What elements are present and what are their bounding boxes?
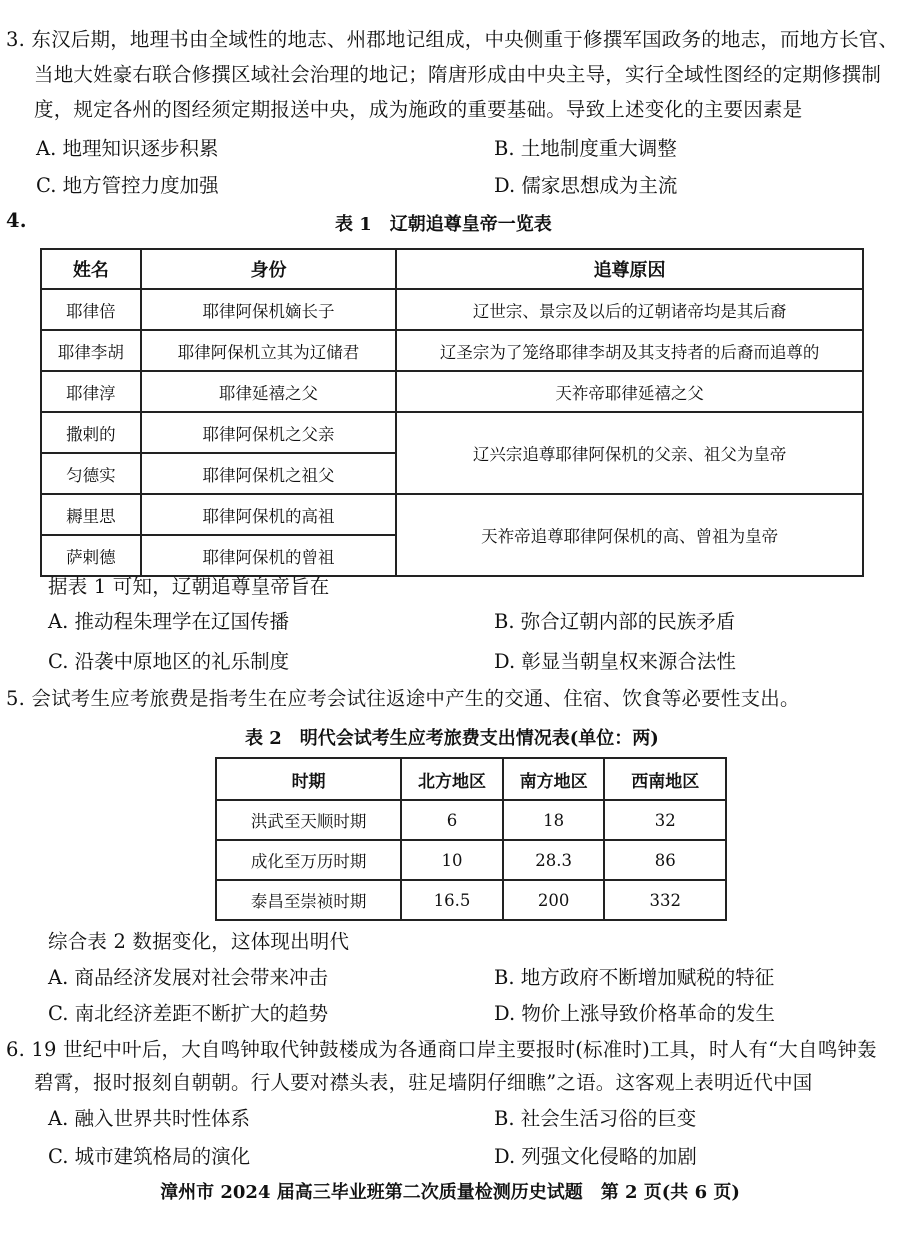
q3-option-b[interactable]: B. 土地制度重大调整	[494, 137, 677, 160]
table2-cell-south: 200	[503, 880, 605, 920]
table2-cell-north: 10	[401, 840, 503, 880]
table-row	[41, 371, 863, 412]
q5-option-b[interactable]: B. 地方政府不断增加赋税的特征	[494, 966, 775, 989]
table1	[40, 248, 864, 577]
table1-cell-identity: 耶律阿保机之祖父	[141, 453, 396, 494]
q5-option-d[interactable]: D. 物价上涨导致价格革命的发生	[494, 1002, 775, 1025]
table2-cell-period: 泰昌至崇祯时期	[216, 880, 401, 920]
q4-option-d[interactable]: D. 彰显当朝皇权来源合法性	[494, 650, 736, 673]
q3-option-a[interactable]: A. 地理知识逐步积累	[36, 137, 219, 160]
q3-line-1: 3. 东汉后期，地理书由全域性的地志、州郡地记组成，中央侧重于修撰军国政务的地志，而地方长官、	[6, 28, 899, 51]
table2-cell-period: 成化至万历时期	[216, 840, 401, 880]
table-row	[41, 289, 863, 330]
table2	[215, 757, 727, 921]
table1-cell-identity: 耶律阿保机的高祖	[141, 494, 396, 535]
table1-cell-identity: 耶律阿保机嫡长子	[141, 289, 396, 330]
q5-intro: 5. 会试考生应考旅费是指考生在应考会试往返途中产生的交通、住宿、饮食等必要性支出。	[6, 687, 800, 710]
table2-header-south: 南方地区	[503, 758, 605, 800]
q5-option-c[interactable]: C. 南北经济差距不断扩大的趋势	[48, 1002, 329, 1025]
table1-cell-reason: 辽圣宗为了笼络耶律李胡及其支持者的后裔而追尊的	[396, 330, 863, 371]
q6-option-b[interactable]: B. 社会生活习俗的巨变	[494, 1107, 697, 1130]
table1-cell-identity: 耶律阿保机立其为辽储君	[141, 330, 396, 371]
table1-cell-name: 萨剌德	[41, 535, 141, 576]
table-row	[41, 412, 863, 453]
table2-cell-southwest: 32	[604, 800, 726, 840]
table1-header-row	[41, 249, 863, 289]
table2-cell-period: 洪武至天顺时期	[216, 800, 401, 840]
table2-header-southwest: 西南地区	[604, 758, 726, 800]
q6-line-2: 碧霄，报时报刻自朝朝。行人要对襟头表，驻足墙阴仔细瞧”之语。这客观上表明近代中国	[34, 1071, 813, 1094]
table1-cell-name: 耨里思	[41, 494, 141, 535]
table-row	[41, 494, 863, 535]
table2-header-period: 时期	[216, 758, 401, 800]
q4-option-a[interactable]: A. 推动程朱理学在辽国传播	[48, 610, 289, 633]
table-row	[41, 330, 863, 371]
table2-header-north: 北方地区	[401, 758, 503, 800]
table1-cell-identity: 耶律延禧之父	[141, 371, 396, 412]
q6-option-a[interactable]: A. 融入世界共时性体系	[48, 1107, 250, 1130]
table1-cell-name: 撒剌的	[41, 412, 141, 453]
table2-cell-southwest: 332	[604, 880, 726, 920]
table1-cell-name: 耶律淳	[41, 371, 141, 412]
table1-cell-name: 耶律倍	[41, 289, 141, 330]
table2-cell-north: 6	[401, 800, 503, 840]
table1-cell-reason: 辽世宗、景宗及以后的辽朝诸帝均是其后裔	[396, 289, 863, 330]
q4-stem: 据表 1 可知，辽朝追尊皇帝旨在	[48, 575, 330, 598]
table2-header-row	[216, 758, 726, 800]
table2-cell-south: 28.3	[503, 840, 605, 880]
q6-option-c[interactable]: C. 城市建筑格局的演化	[48, 1145, 251, 1168]
table2-cell-southwest: 86	[604, 840, 726, 880]
table1-header-identity: 身份	[141, 249, 396, 289]
table-row	[216, 800, 726, 840]
table-row	[216, 840, 726, 880]
q4-option-b[interactable]: B. 弥合辽朝内部的民族矛盾	[494, 610, 736, 633]
table1-cell-identity: 耶律阿保机之父亲	[141, 412, 396, 453]
q3-option-c[interactable]: C. 地方管控力度加强	[36, 174, 219, 197]
q4-number: 4.	[6, 209, 27, 232]
q3-option-d[interactable]: D. 儒家思想成为主流	[494, 174, 678, 197]
table1-cell-reason: 辽兴宗追尊耶律阿保机的父亲、祖父为皇帝	[396, 412, 863, 494]
q5-option-a[interactable]: A. 商品经济发展对社会带来冲击	[48, 966, 328, 989]
q6-option-d[interactable]: D. 列强文化侵略的加剧	[494, 1145, 697, 1168]
table1-header-reason: 追尊原因	[396, 249, 863, 289]
table2-cell-south: 18	[503, 800, 605, 840]
table1-cell-reason: 天祚帝追尊耶律阿保机的高、曾祖为皇帝	[396, 494, 863, 576]
q3-line-3: 度，规定各州的图经须定期报送中央，成为施政的重要基础。导致上述变化的主要因素是	[34, 98, 803, 121]
table2-caption: 表 2 明代会试考生应考旅费支出情况表(单位：两)	[245, 728, 659, 749]
table1-header-name: 姓名	[41, 249, 141, 289]
q6-line-1: 6. 19 世纪中叶后，大自鸣钟取代钟鼓楼成为各通商口岸主要报时(标准时)工具，时人有“大自鸣钟轰	[6, 1038, 877, 1061]
table2-cell-north: 16.5	[401, 880, 503, 920]
q5-stem: 综合表 2 数据变化，这体现出明代	[48, 930, 350, 953]
table1-cell-name: 匀德实	[41, 453, 141, 494]
page-footer: 漳州市 2024 届高三毕业班第二次质量检测历史试题 第 2 页(共 6 页)	[160, 1182, 740, 1203]
q4-option-c[interactable]: C. 沿袭中原地区的礼乐制度	[48, 650, 290, 673]
table1-cell-identity: 耶律阿保机的曾祖	[141, 535, 396, 576]
table-row	[216, 880, 726, 920]
table1-cell-reason: 天祚帝耶律延禧之父	[396, 371, 863, 412]
table1-cell-name: 耶律李胡	[41, 330, 141, 371]
table1-caption: 表 1 辽朝追尊皇帝一览表	[335, 214, 552, 235]
q3-line-2: 当地大姓豪右联合修撰区域社会治理的地记；隋唐形成由中央主导，实行全域性图经的定期修撰制	[34, 63, 882, 86]
